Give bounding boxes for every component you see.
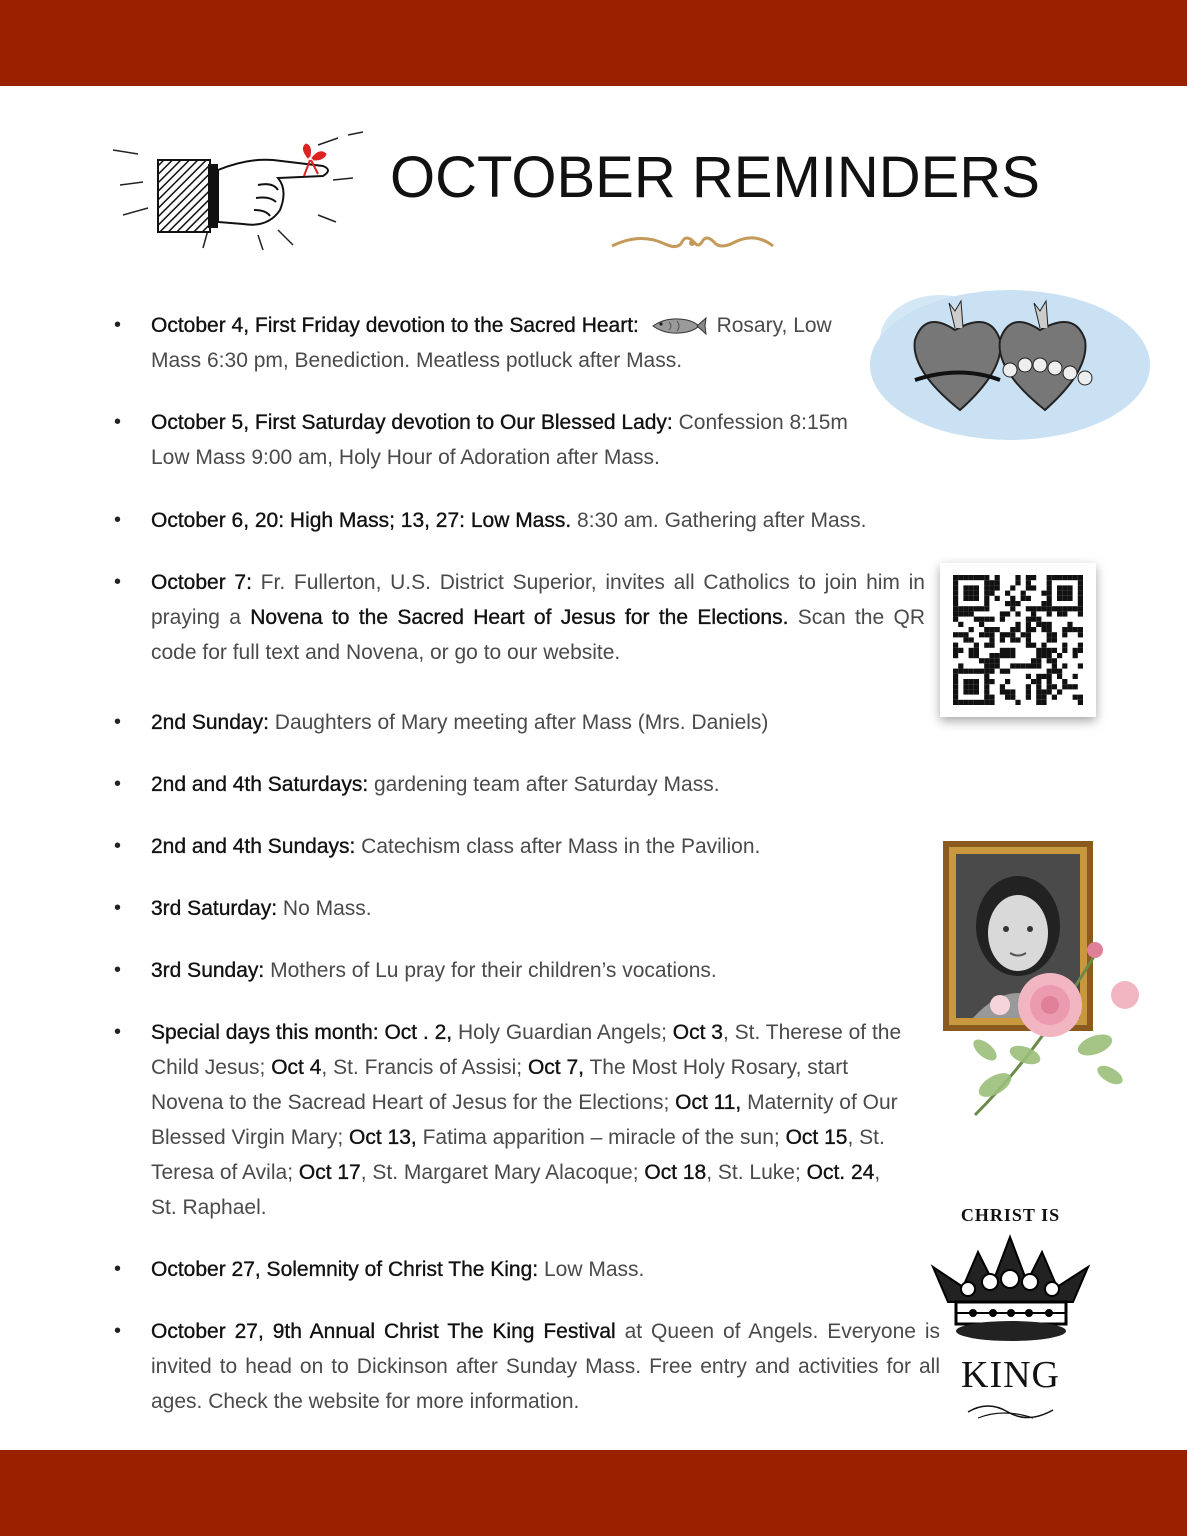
date-label: Oct 11, [675, 1091, 742, 1114]
crown-caption-top: CHRIST IS [960, 1205, 1061, 1225]
sacred-hearts-image [860, 270, 1150, 450]
crown-caption-bottom: KING [961, 1354, 1060, 1396]
date-label: Oct 15 [785, 1126, 848, 1149]
top-banner [0, 0, 1187, 86]
list-item: • October 6, 20: High Mass; 13, 27: Low Mass. 8:30 am. Gathering after Mass. [110, 503, 980, 538]
list-item-special-days [110, 1015, 910, 1225]
feast-text: , St. Raphael. [151, 1161, 881, 1219]
date-label: Oct 4 [271, 1056, 322, 1079]
bottom-banner [0, 1450, 1187, 1536]
feast-text: Holy Guardian Angels; [452, 1021, 673, 1044]
feast-text: The Most Holy Rosary, start Novena to the Sacread Heart of Jesus for the Elections; [151, 1056, 849, 1114]
crown-icon [928, 1227, 1093, 1355]
list-item: • October 27, 9th Annual Christ The King Festival at Queen of Angels. Everyone is invited to head on to Dickinson after Sunday Mass. Free entry and activities for all ages. Check the website for more information. [110, 1314, 940, 1419]
date-label: Oct 13, [349, 1126, 417, 1149]
date-label: Oct 18 [644, 1161, 707, 1184]
list-item: • 2nd and 4th Saturdays: gardening team after Saturday Mass. [110, 767, 910, 802]
list-item: • 3rd Sunday: Mothers of Lu pray for their children’s vocations. [110, 953, 910, 988]
feast-text: , St. Teresa of Avila; [151, 1126, 885, 1184]
date-label: Oct 7, [527, 1056, 584, 1079]
list-item: • October 4, First Friday devotion to the Sacred Heart: Rosary, Low Mass 6:30 pm, Benediction. Meatless potluck after Mass. [110, 308, 870, 378]
page-title: OCTOBER REMINDERS [390, 145, 1040, 210]
list-item: • 3rd Saturday: No Mass. [110, 891, 910, 926]
list-item: • October 7: Fr. Fullerton, U.S. District Superior, invites all Catholics to join him in praying a Novena to the Sacred Heart of Jesus for the Elections. Scan the QR code for full text and Novena, or go to our website. [110, 565, 925, 670]
date-label: Oct 3 [672, 1021, 723, 1044]
feast-text: Maternity of Our Blessed Virgin Mary; [151, 1091, 898, 1149]
date-label: Oct. 24 [806, 1161, 875, 1184]
list-item: • October 27, Solemnity of Christ The King: Low Mass. [110, 1252, 910, 1287]
roses-image [955, 935, 1150, 1130]
feast-text: , St. Therese of the Child Jesus; [151, 1021, 902, 1079]
list-item: • 2nd Sunday: Daughters of Mary meeting after Mass (Mrs. Daniels) [110, 705, 910, 740]
fish-icon [649, 314, 707, 338]
feast-text: , St. Margaret Mary Alacoque; [360, 1161, 645, 1184]
feast-text: , St. Francis of Assisi; [321, 1056, 528, 1079]
date-label: Special days this month: Oct . 2, [151, 1021, 453, 1044]
feast-text: , St. Luke; [706, 1161, 807, 1184]
qr-code-image[interactable] [940, 563, 1096, 717]
date-label: Oct 17 [298, 1161, 361, 1184]
list-item: • October 5, First Saturday devotion to Our Blessed Lady: Confession 8:15m Low Mass 9:00 am, Holy Hour of Adoration after Mass. [110, 405, 880, 475]
pointing-hand-ribbon-icon [108, 130, 378, 255]
ornamental-flourish-icon [610, 228, 775, 258]
feast-text: Fatima apparition – miracle of the sun; [416, 1126, 786, 1149]
crown-flourish-icon [963, 1400, 1058, 1425]
crown-image [928, 1205, 1093, 1425]
list-item: • 2nd and 4th Sundays: Catechism class after Mass in the Pavilion. [110, 829, 910, 864]
